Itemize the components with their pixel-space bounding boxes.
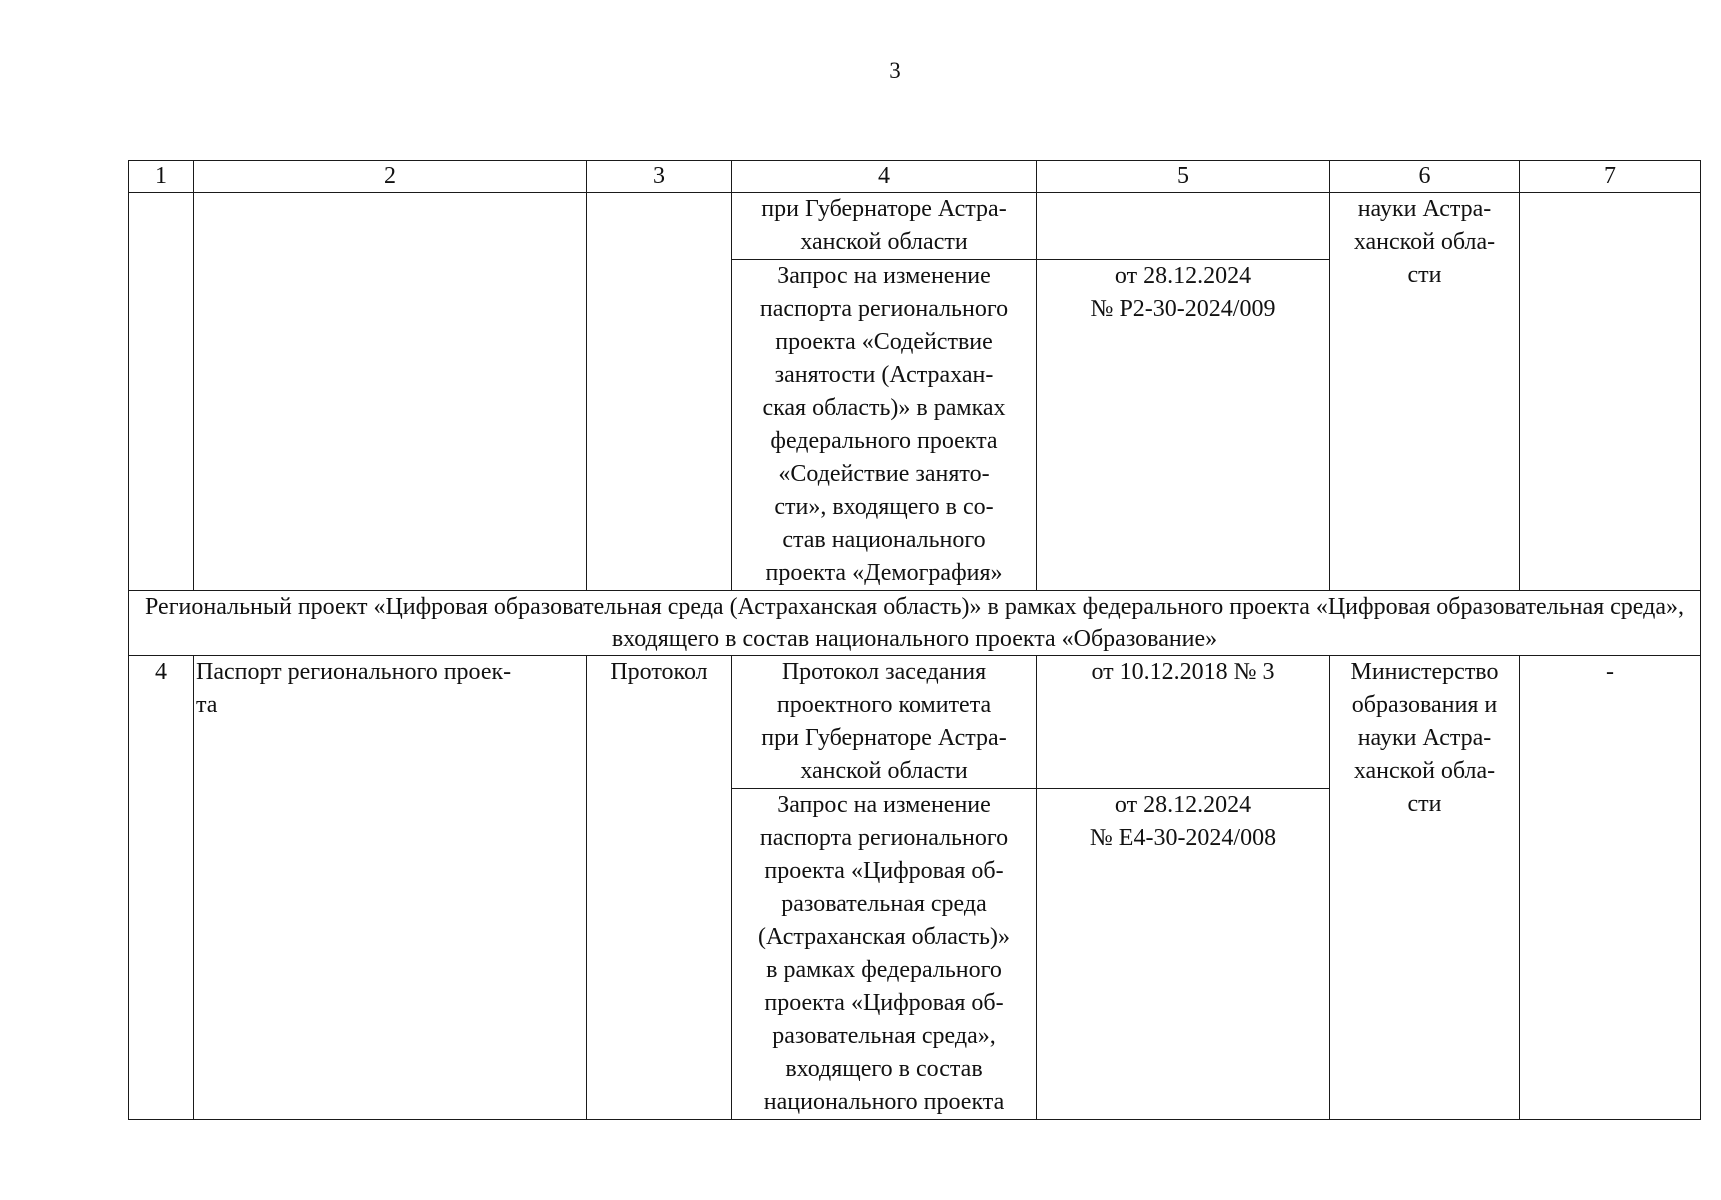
header-cell: 2: [194, 161, 587, 193]
protocol-date: от 10.12.2018 № 3: [1037, 656, 1330, 789]
basis-request: Запрос на изменение паспорта регионального проекта «Цифровая об- разовательная среда (Астраханская область)» в рамках федерального проекта «Цифровая об- разовательная среда», входящего в состав национального проекта: [732, 789, 1037, 1120]
section-row: [129, 591, 1701, 656]
cont-request-text: Запрос на изменение паспорта регионального проекта «Содействие занятости (Астрахан- ская область)» в рамках федерального проекта «Содействие занято- сти», входящего в со- став национального проекта «Демография»: [732, 260, 1037, 591]
section-title: Региональный проект «Цифровая образовательная среда (Астраханская область)» в рамках федерального проекта «Цифровая образовательная среда», входящего в состав национального проекта «Образование»: [129, 591, 1701, 656]
doc-type: Протокол: [587, 656, 732, 1120]
page-number: 3: [889, 58, 901, 83]
cont-basis-text: при Губернаторе Астра- ханской области: [732, 193, 1037, 260]
basis-protocol: Протокол заседания проектного комитета при Губернаторе Астра- ханской области: [732, 656, 1037, 789]
doc-name: Паспорт регионального проек- та: [194, 656, 587, 1120]
responsible-ministry: Министерство образования и науки Астра- ханской обла- сти: [1330, 656, 1520, 1120]
header-cell: 5: [1037, 161, 1330, 193]
cont-responsible-text: науки Астра- ханской обла- сти: [1330, 193, 1520, 591]
cont-num-cell: [129, 193, 194, 591]
request-date: от 28.12.2024 № Е4-30-2024/008: [1037, 789, 1330, 1120]
cont-doc-type-cell: [587, 193, 732, 591]
cont-request-date: от 28.12.2024 № Р2-30-2024/009: [1037, 260, 1330, 591]
header-cell: 4: [732, 161, 1037, 193]
note: -: [1520, 656, 1701, 1120]
continuation-row: [129, 193, 1701, 260]
header-cell: 1: [129, 161, 194, 193]
header-cell: 3: [587, 161, 732, 193]
table-row: [129, 656, 1701, 789]
registry-table: [128, 160, 1701, 1120]
cont-date-text: [1037, 193, 1330, 260]
cont-note-text: [1520, 193, 1701, 591]
row-number: 4: [129, 656, 194, 1120]
header-cell: 7: [1520, 161, 1701, 193]
header-cell: 6: [1330, 161, 1520, 193]
cont-doc-name-cell: [194, 193, 587, 591]
header-row: [129, 161, 1701, 193]
